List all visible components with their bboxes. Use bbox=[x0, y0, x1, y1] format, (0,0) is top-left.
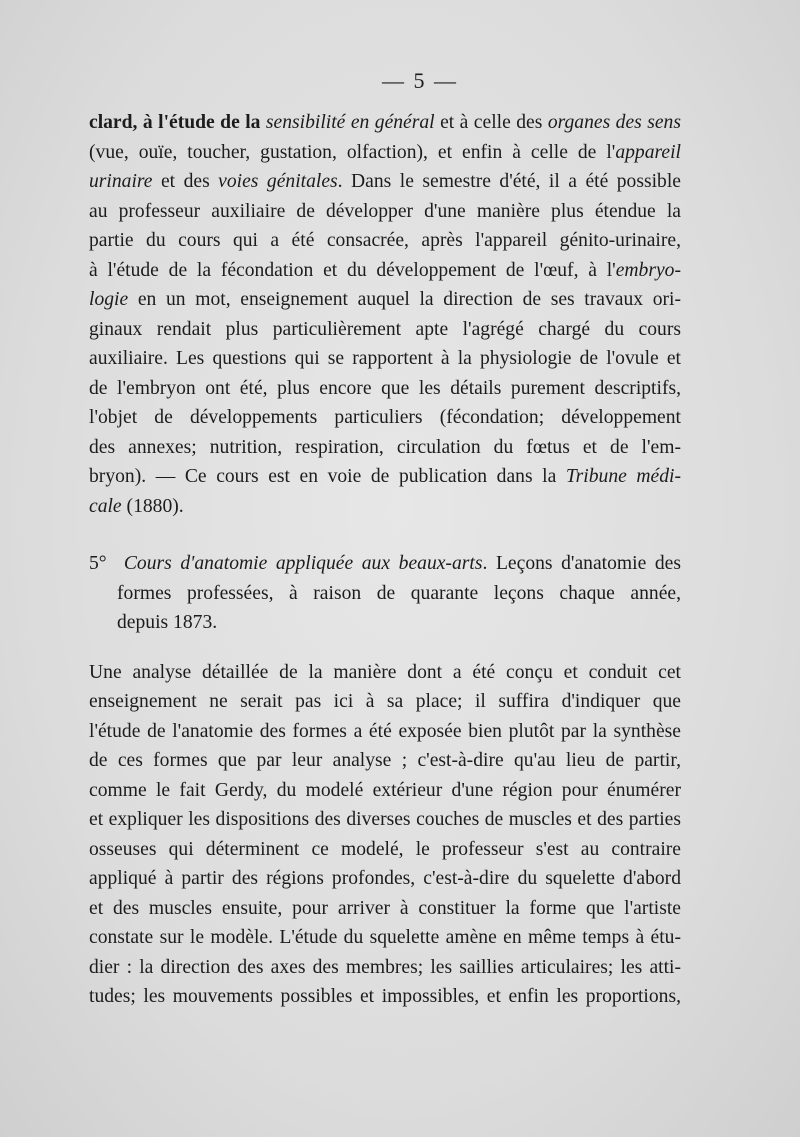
page-body bbox=[89, 108, 681, 1012]
text-line: dier : la direction des axes des membres; les saillies articulaires; les atti- bbox=[89, 956, 681, 978]
text-line: l'objet de développements particuliers (fécondation; développement bbox=[89, 407, 681, 428]
text-line: enseignement ne serait pas ici à sa place; il suffira d'indiquer que bbox=[89, 691, 681, 712]
text-line: clard, à l'étude de la sensibilité en général et à celle des organes des sens bbox=[89, 112, 681, 133]
text-line: l'étude de l'anatomie des formes a été exposée bien plutôt par la synthèse bbox=[89, 720, 681, 742]
text-line: Une analyse détaillée de la manière dont a été conçu et conduit cet bbox=[89, 661, 681, 683]
text-line: logie en un mot, enseignement auquel la direction de ses travaux ori- bbox=[89, 289, 681, 310]
text-line: 5° Cours d'anatomie appliquée aux beaux-arts. Leçons d'anatomie des bbox=[89, 553, 681, 574]
text-line: (vue, ouïe, toucher, gustation, olfaction), et enfin à celle de l'appareil bbox=[89, 141, 681, 163]
text-line: tudes; les mouvements possibles et impossibles, et enfin les proportions, bbox=[89, 986, 681, 1007]
text-line: auxiliaire. Les questions qui se rapportent à la physiologie de l'ovule et bbox=[89, 348, 681, 369]
text-line: et expliquer les dispositions des diverses couches de muscles et des parties bbox=[89, 809, 681, 830]
text-line: partie du cours qui a été consacrée, après l'appareil génito-urinaire, bbox=[89, 230, 681, 251]
text-line: au professeur auxiliaire de développer d'une manière plus étendue la bbox=[89, 200, 681, 222]
list-item-5-anatomy-fine-arts bbox=[89, 549, 681, 638]
text-line: urinaire et des voies génitales. Dans le semestre d'été, il a été possible bbox=[89, 171, 681, 192]
text-line: ginaux rendait plus particulièrement apte l'agrégé chargé du cours bbox=[89, 318, 681, 340]
text-line: à l'étude de la fécondation et du développement de l'œuf, à l'embryo- bbox=[89, 259, 681, 281]
text-line: bryon). — Ce cours est en voie de publication dans la Tribune médi- bbox=[89, 466, 682, 487]
text-line: comme le fait Gerdy, du modelé extérieur d'une région pour énumérer bbox=[89, 779, 681, 801]
paragraph-analysis bbox=[89, 658, 681, 1012]
text-line: osseuses qui déterminent ce modelé, le professeur s'est au contraire bbox=[89, 838, 681, 860]
text-line: cale (1880). bbox=[89, 495, 184, 517]
text-line: appliqué à partir des régions profondes, c'est-à-dire du squelette d'abord bbox=[89, 868, 681, 889]
text-line: depuis 1873. bbox=[117, 612, 218, 633]
item-number: 5° bbox=[89, 553, 107, 574]
text-line: formes professées, à raison de quarante leçons chaque année, bbox=[117, 582, 681, 604]
paragraph-physiology-course bbox=[89, 108, 681, 521]
text-line: de ces formes que par leur analyse ; c'est-à-dire qu'au lieu de partir, bbox=[89, 750, 681, 771]
item-title: Cours d'anatomie appliquée aux beaux-arts bbox=[123, 553, 483, 574]
text-line: et des muscles ensuite, pour arriver à constituer la forme que l'artiste bbox=[89, 897, 681, 919]
text-line: des annexes; nutrition, respiration, circulation du fœtus et de l'em- bbox=[89, 436, 681, 458]
text-line: constate sur le modèle. L'étude du squelette amène en même temps à étu- bbox=[89, 927, 681, 948]
text-line: de l'embryon ont été, plus encore que les détails purement descriptifs, bbox=[89, 377, 681, 399]
page-number: — 5 — bbox=[382, 68, 458, 93]
